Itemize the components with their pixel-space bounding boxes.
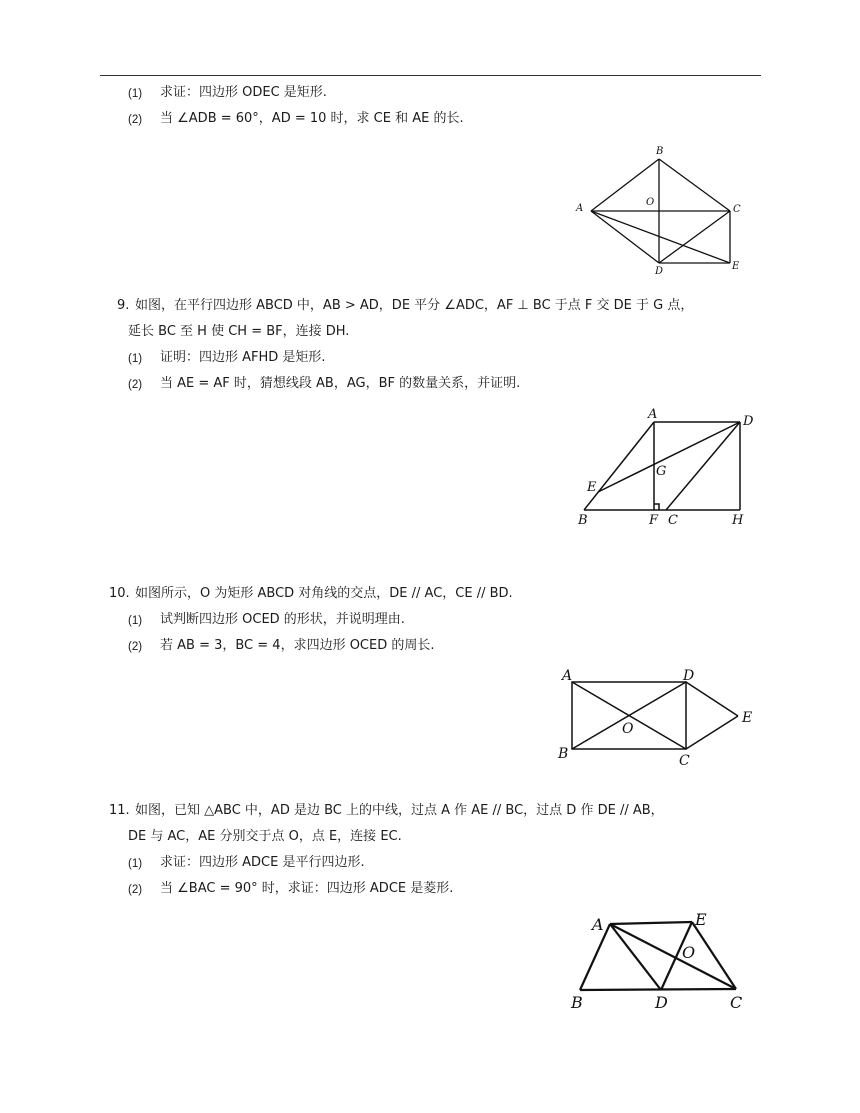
p9-sub2-number: (2) <box>128 379 143 391</box>
p9-sub2-text: 当 AE = AF 时，猜想线段 AB，AG，BF 的数量关系，并证明. <box>160 376 521 391</box>
p9-label-B: B <box>578 513 588 528</box>
p9-stem-line2: 延长 BC 至 H 使 CH = BF，连接 DH. <box>128 324 350 339</box>
p8-seg-CD <box>659 211 730 263</box>
p11-seg-EC <box>692 922 736 989</box>
p8-figure <box>560 140 760 280</box>
p9-label-A: A <box>648 407 658 422</box>
p10-sub2-number: (2) <box>128 641 143 653</box>
p11-sub2-text: 当 ∠BAC = 90° 时，求证：四边形 ADCE 是菱形. <box>160 881 454 896</box>
p9-label-F: F <box>649 513 659 528</box>
p8-label-D: D <box>655 266 664 277</box>
p11-stem-line1: 如图，已知 △ABC 中，AD 是边 BC 上的中线，过点 A 作 AE // BC，过点 D 作 DE // AB， <box>135 803 664 818</box>
p8-label-A: A <box>576 203 584 214</box>
p11-sub1-text: 求证：四边形 ADCE 是平行四边形. <box>160 855 365 870</box>
p10-label-C: C <box>679 753 690 769</box>
p10-label-A: A <box>562 668 573 684</box>
p10-seg-DE <box>686 682 738 716</box>
p10-number: 10. <box>109 586 130 601</box>
p11-label-D: D <box>655 993 668 1012</box>
p9-sub1-number: (1) <box>128 353 143 365</box>
p8-sub2-number: (2) <box>128 114 143 126</box>
p10-seg-CE <box>686 716 738 749</box>
p11-label-O: O <box>682 943 696 962</box>
p11-figure <box>560 900 760 1015</box>
p8-sub1-number: (1) <box>128 88 143 100</box>
p10-sub1-number: (1) <box>128 615 143 627</box>
p8-sub2-text: 当 ∠ADB = 60°，AD = 10 时，求 CE 和 AE 的长. <box>160 111 464 126</box>
p8-seg-AE <box>591 211 730 263</box>
p11-seg-AC <box>610 924 736 989</box>
p10-label-B: B <box>558 746 569 762</box>
p10-sub2-text: 若 AB = 3，BC = 4，求四边形 OCED 的周长. <box>160 638 435 653</box>
p11-seg-BC <box>580 989 736 990</box>
p9-figure <box>570 400 770 535</box>
p9-label-E: E <box>587 480 597 495</box>
header-rule <box>100 75 761 76</box>
p11-seg-AE <box>610 922 692 924</box>
p9-label-D: D <box>743 414 754 429</box>
p9-label-G: G <box>656 464 667 479</box>
p9-label-C: C <box>668 513 678 528</box>
p11-number: 11. <box>109 803 130 818</box>
p9-number: 9. <box>117 298 130 313</box>
p9-seg-DE <box>598 422 740 492</box>
p11-label-C: C <box>730 993 743 1012</box>
p8-label-O: O <box>646 197 655 208</box>
p10-sub1-text: 试判断四边形 OCED 的形状，并说明理由. <box>160 612 405 627</box>
p10-stem-line1: 如图所示，O 为矩形 ABCD 对角线的交点，DE // AC，CE // BD. <box>135 586 513 601</box>
p9-label-H: H <box>732 513 744 528</box>
p11-label-E: E <box>695 910 707 929</box>
p8-label-B: B <box>656 146 664 157</box>
p11-label-A: A <box>592 915 604 934</box>
p9-stem-line1: 如图，在平行四边形 ABCD 中，AB > AD，DE 平分 ∠ADC，AF ⊥ BC 于点 F 交 DE 于 G 点， <box>135 298 694 313</box>
p8-seg-BC <box>659 159 730 211</box>
p11-stem-line2: DE 与 AC，AE 分别交于点 O，点 E，连接 EC. <box>128 829 402 844</box>
p10-label-E: E <box>742 710 753 726</box>
p10-label-O: O <box>622 721 634 737</box>
p11-sub2-number: (2) <box>128 884 143 896</box>
p8-sub1-text: 求证：四边形 ODEC 是矩形. <box>160 85 327 100</box>
p11-seg-AD <box>610 924 661 990</box>
p9-seg-DC <box>666 422 740 510</box>
p11-label-B: B <box>571 993 583 1012</box>
p11-sub1-number: (1) <box>128 858 143 870</box>
p10-label-D: D <box>683 668 695 684</box>
p10-figure <box>550 660 770 775</box>
p9-seg-AB <box>584 422 654 510</box>
p8-label-C: C <box>733 204 741 215</box>
p8-label-E: E <box>732 261 740 272</box>
p8-seg-DA <box>591 211 659 263</box>
p9-sub1-text: 证明：四边形 AFHD 是矩形. <box>160 350 326 365</box>
